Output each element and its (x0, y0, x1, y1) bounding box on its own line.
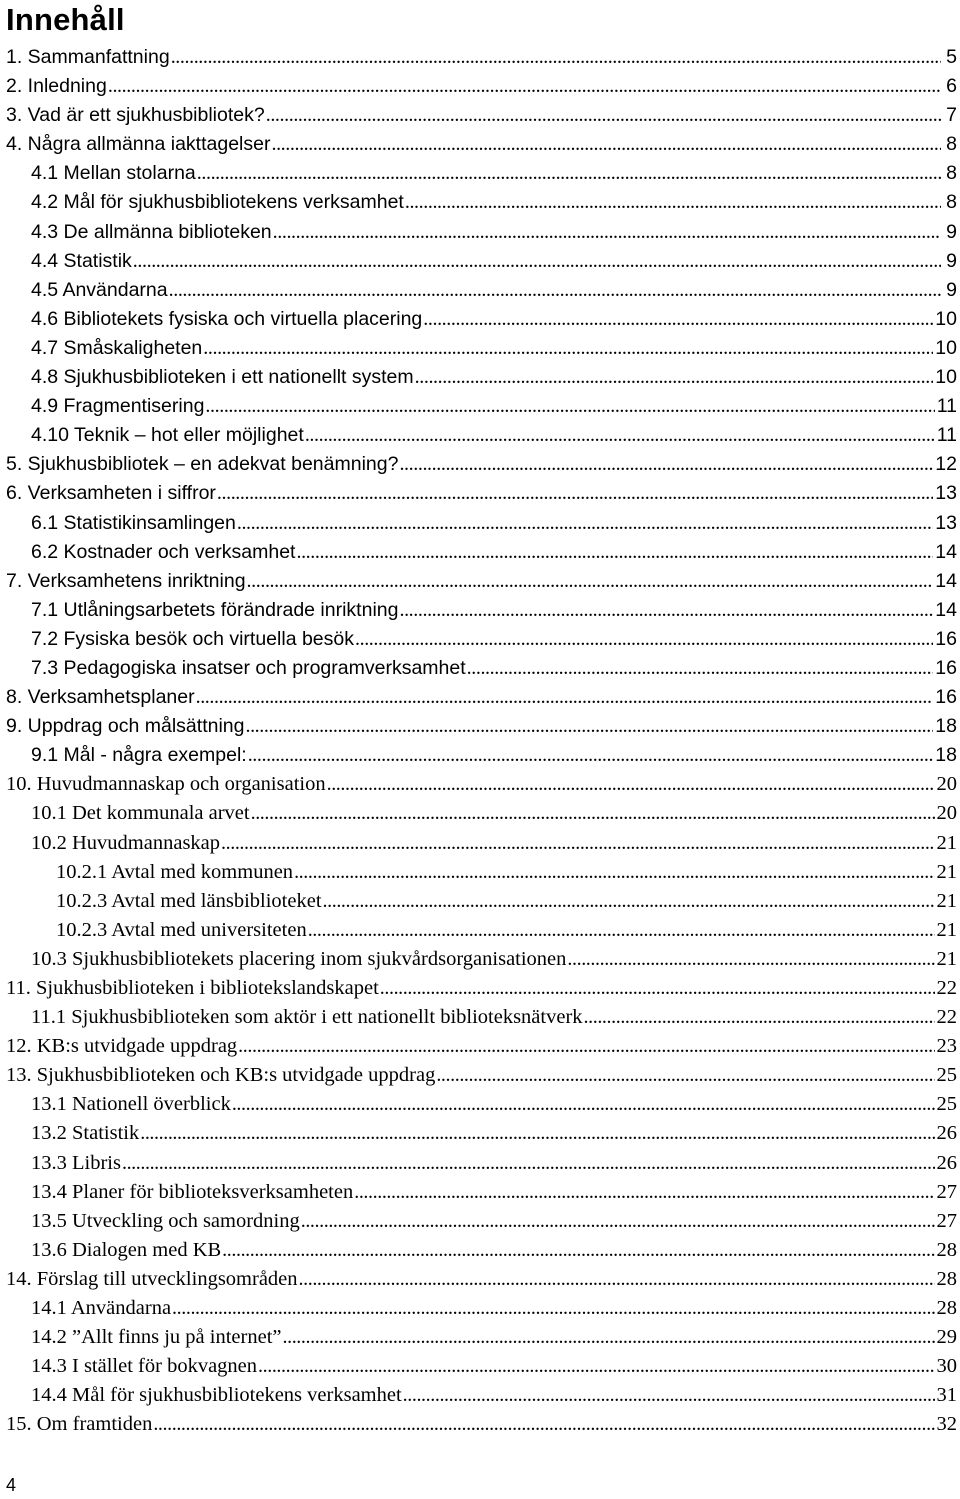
toc-dot-leader (171, 43, 941, 72)
toc-entry-page-number: 6 (946, 75, 957, 98)
toc-dot-leader (380, 974, 935, 1003)
toc-entry-page-number: 16 (935, 686, 957, 709)
toc-dot-leader (273, 218, 941, 247)
toc-entry-title: 11. Sjukhusbiblioteken i bibliotekslandskapet (6, 977, 379, 999)
toc-entry-title: 7. Verksamhetens inriktning (6, 569, 246, 592)
toc-entry[interactable] (0, 101, 960, 130)
toc-entry[interactable] (0, 363, 960, 392)
toc-dot-leader (301, 1207, 935, 1236)
toc-dot-leader (133, 247, 941, 276)
toc-entry[interactable] (0, 188, 960, 217)
toc-entry[interactable] (0, 916, 960, 945)
toc-entry[interactable] (0, 130, 960, 159)
toc-entry-page-number: 25 (936, 1064, 957, 1087)
footer-page-number: 4 (6, 1475, 17, 1495)
toc-entry[interactable] (0, 334, 960, 363)
toc-entry-page-number: 28 (936, 1297, 957, 1320)
toc-entry-title: 10.2.3 Avtal med universiteten (56, 918, 307, 941)
toc-entry[interactable] (0, 858, 960, 887)
toc-entry[interactable] (0, 305, 960, 334)
toc-entry-page-number: 8 (946, 133, 957, 156)
toc-entry-page-number: 21 (936, 860, 957, 883)
toc-entry-page-number: 26 (936, 1151, 957, 1174)
toc-entry[interactable] (0, 509, 960, 538)
toc-entry[interactable] (0, 1323, 960, 1352)
toc-entry[interactable] (0, 1265, 960, 1294)
toc-entry[interactable] (0, 1003, 960, 1032)
toc-dot-leader (305, 421, 935, 450)
toc-dot-leader (196, 683, 934, 712)
toc-entry-title: 4.10 Teknik – hot eller möjlighet (31, 424, 304, 447)
toc-dot-leader (197, 159, 941, 188)
toc-entry[interactable] (0, 1352, 960, 1381)
toc-entry-title: 4.8 Sjukhusbiblioteken i ett nationellt system (31, 366, 414, 389)
toc-entry-title: 10.2.3 Avtal med länsbiblioteket (56, 889, 322, 912)
toc-dot-leader (355, 625, 933, 654)
toc-entry[interactable] (0, 1149, 960, 1178)
toc-entry-page-number: 18 (935, 744, 957, 767)
toc-entry-title: 4.2 Mål för sjukhusbibliotekens verksamhet (31, 191, 404, 214)
toc-dot-leader (415, 363, 934, 392)
toc-dot-leader (584, 1003, 935, 1032)
toc-dot-leader (283, 1323, 935, 1352)
toc-entry-page-number: 16 (935, 627, 957, 650)
toc-dot-leader (403, 1381, 935, 1410)
toc-entry-page-number: 29 (936, 1326, 957, 1349)
toc-entry[interactable] (0, 1178, 960, 1207)
toc-dot-leader (108, 72, 941, 101)
toc-dot-leader (232, 1090, 935, 1119)
toc-entry-page-number: 14 (935, 569, 957, 592)
toc-entry-page-number: 20 (936, 773, 957, 796)
toc-entry-title: 7.3 Pedagogiska insatser och programverksamhet (31, 656, 466, 679)
toc-entry-page-number: 28 (936, 1238, 957, 1261)
toc-entry[interactable] (0, 596, 960, 625)
toc-entry-page-number: 18 (935, 715, 957, 738)
toc-entry[interactable] (0, 247, 960, 276)
toc-dot-leader (248, 741, 934, 770)
toc-dot-leader (323, 887, 935, 916)
toc-dot-leader (299, 1265, 935, 1294)
toc-entry[interactable] (0, 974, 960, 1003)
toc-entry-title: 14.2 ”Allt finns ju på internet” (31, 1326, 282, 1349)
toc-dot-leader (140, 1119, 934, 1148)
toc-entry-page-number: 16 (935, 656, 957, 679)
toc-entry-page-number: 8 (946, 191, 957, 214)
toc-entry-title: 9.1 Mål - några exempel: (31, 744, 247, 767)
toc-entry-title: 13.3 Libris (31, 1151, 121, 1174)
toc-entry-page-number: 27 (936, 1209, 957, 1232)
toc-entry-title: 4.1 Mellan stolarna (31, 162, 196, 185)
toc-entry-title: 6. Verksamheten i siffror (6, 482, 216, 505)
toc-entry-title: 13.4 Planer för biblioteksverksamheten (31, 1180, 354, 1203)
toc-entry-title: 10.2 Huvudmannaskap (31, 831, 221, 854)
toc-entry-title: 4.3 De allmänna biblioteken (31, 220, 272, 243)
toc-entry-page-number: 31 (936, 1384, 957, 1407)
toc-entry-page-number: 11 (936, 424, 957, 447)
toc-entry-page-number: 21 (936, 889, 957, 912)
toc-dot-leader (294, 858, 934, 887)
toc-entry-page-number: 10 (935, 336, 957, 359)
toc-entry-page-number: 21 (936, 947, 957, 970)
toc-entry[interactable] (0, 159, 960, 188)
toc-entry-page-number: 5 (946, 46, 957, 68)
toc-entry-page-number: 13 (935, 511, 957, 534)
toc-entry-title: 10. Huvudmannaskap och organisation (6, 773, 326, 796)
toc-dot-leader (153, 1410, 934, 1439)
toc-entry[interactable] (0, 1294, 960, 1323)
toc-entry-page-number: 9 (946, 249, 957, 272)
toc-entry-page-number: 11 (936, 395, 957, 418)
toc-entry-page-number: 8 (946, 162, 957, 185)
toc-entry-page-number: 30 (936, 1355, 957, 1378)
toc-entry[interactable] (0, 72, 960, 101)
toc-entry-page-number: 21 (936, 918, 957, 941)
toc-entry-title: 11.1 Sjukhusbiblioteken som aktör i ett nationellt biblioteksnätverk (31, 1006, 583, 1029)
toc-entry[interactable] (0, 945, 960, 974)
toc-entry-title: 4.9 Fragmentisering (31, 395, 205, 418)
toc-entry-page-number: 7 (946, 104, 957, 127)
toc-entry[interactable] (0, 887, 960, 916)
toc-entry-page-number: 21 (936, 831, 957, 854)
toc-dot-leader (203, 334, 933, 363)
toc-entry-title: 13. Sjukhusbiblioteken och KB:s utvidgade uppdrag (6, 1064, 436, 1087)
toc-entry-page-number: 12 (935, 453, 957, 476)
toc-entry-title: 7.1 Utlåningsarbetets förändrade inriktning (31, 598, 399, 621)
toc-entry-page-number: 26 (936, 1122, 957, 1145)
toc-dot-leader (237, 509, 933, 538)
toc-entry-page-number: 22 (936, 977, 957, 999)
toc-entry-page-number: 14 (935, 540, 957, 563)
toc-dot-leader (436, 1061, 934, 1090)
toc-entry[interactable] (0, 683, 960, 712)
toc-dot-leader (327, 770, 935, 799)
toc-entry-page-number: 10 (935, 366, 957, 389)
toc-entry-title: 2. Inledning (6, 75, 107, 98)
toc-dot-leader (222, 1236, 934, 1265)
toc-entry[interactable] (0, 218, 960, 247)
toc-entry[interactable] (0, 450, 960, 479)
toc-entry-title: 9. Uppdrag och målsättning (6, 715, 245, 738)
toc-entry-title: 13.6 Dialogen med KB (31, 1238, 222, 1261)
toc-dot-leader (308, 916, 935, 945)
toc-entry[interactable] (0, 1381, 960, 1410)
toc-entry[interactable] (0, 276, 960, 305)
toc-dot-leader (467, 654, 934, 683)
toc-dot-leader (399, 596, 933, 625)
toc-entry[interactable] (0, 1061, 960, 1090)
toc-entry-title: 3. Vad är ett sjukhusbibliotek? (6, 104, 265, 127)
toc-dot-leader (266, 101, 941, 130)
toc-entry-title: 6.2 Kostnader och verksamhet (31, 540, 296, 563)
toc-entry-title: 10.1 Det kommunala arvet (31, 802, 250, 825)
toc-entry[interactable] (0, 1032, 960, 1061)
toc-entry-page-number: 10 (935, 307, 957, 330)
toc-entry-title: 8. Verksamhetsplaner (6, 686, 195, 709)
toc-entry-title: 5. Sjukhusbibliotek – en adekvat benämning? (6, 453, 399, 476)
toc-dot-leader (217, 479, 933, 508)
toc-entry-page-number: 32 (936, 1413, 957, 1436)
toc-entry-title: 12. KB:s utvidgade uppdrag (6, 1035, 238, 1058)
toc-entry[interactable] (0, 625, 960, 654)
toc-entry-title: 15. Om framtiden (6, 1413, 153, 1436)
toc-entry-page-number: 28 (936, 1267, 957, 1290)
toc-entry[interactable] (0, 538, 960, 567)
toc-entry-title: 14.4 Mål för sjukhusbibliotekens verksamhet (31, 1384, 402, 1407)
toc-entry-title: 7.2 Fysiska besök och virtuella besök (31, 627, 354, 650)
toc-dot-leader (247, 567, 934, 596)
toc-dot-leader (169, 276, 941, 305)
toc-dot-leader (122, 1149, 935, 1178)
toc-entry[interactable] (0, 421, 960, 450)
toc-dot-leader (172, 1294, 934, 1323)
toc-entry[interactable] (0, 479, 960, 508)
toc-entry-title: 4. Några allmänna iakttagelser (6, 133, 271, 156)
table-of-contents (0, 43, 960, 1440)
toc-dot-leader (271, 130, 941, 159)
toc-entry-title: 13.5 Utveckling och samordning (31, 1209, 300, 1232)
toc-entry[interactable] (0, 1236, 960, 1265)
toc-entry[interactable] (0, 1410, 960, 1439)
toc-entry-title: 4.6 Bibliotekets fysiska och virtuella placering (31, 307, 423, 330)
toc-entry[interactable] (0, 829, 960, 858)
toc-entry-title: 10.3 Sjukhusbibliotekets placering inom sjukvårdsorganisationen (31, 947, 567, 970)
toc-dot-leader (221, 829, 934, 858)
toc-dot-leader (399, 450, 933, 479)
toc-entry-page-number: 23 (936, 1035, 957, 1058)
toc-dot-leader (405, 188, 941, 217)
toc-dot-leader (238, 1032, 934, 1061)
toc-entry[interactable] (0, 1207, 960, 1236)
toc-entry-title: 10.2.1 Avtal med kommunen (56, 860, 294, 883)
toc-entry[interactable] (0, 43, 960, 72)
toc-entry[interactable] (0, 392, 960, 421)
toc-entry-title: 14. Förslag till utvecklingsområden (6, 1267, 298, 1290)
toc-dot-leader (205, 392, 934, 421)
toc-entry-page-number: 27 (936, 1180, 957, 1203)
toc-entry[interactable] (0, 799, 960, 828)
toc-entry-title: 13.2 Statistik (31, 1122, 140, 1145)
toc-entry[interactable] (0, 1119, 960, 1148)
toc-entry[interactable] (0, 567, 960, 596)
toc-entry-title: 14.1 Användarna (31, 1297, 172, 1320)
toc-dot-leader (258, 1352, 934, 1381)
toc-entry-page-number: 9 (946, 220, 957, 243)
toc-dot-leader (567, 945, 934, 974)
toc-entry-page-number: 14 (935, 598, 957, 621)
toc-entry-title: 1. Sammanfattning (6, 46, 170, 68)
toc-dot-leader (354, 1178, 934, 1207)
toc-entry-title: 4.5 Användarna (31, 278, 168, 301)
toc-entry-title: 13.1 Nationell överblick (31, 1093, 231, 1116)
toc-dot-leader (251, 799, 935, 828)
toc-entry-title: 6.1 Statistikinsamlingen (31, 511, 236, 534)
toc-entry-page-number: 9 (946, 278, 957, 301)
toc-entry-page-number: 25 (936, 1093, 957, 1116)
toc-entry[interactable] (0, 1090, 960, 1119)
toc-entry[interactable] (0, 741, 960, 770)
toc-entry-title: 14.3 I stället för bokvagnen (31, 1355, 258, 1378)
toc-entry[interactable] (0, 770, 960, 799)
toc-entry-title: 4.4 Statistik (31, 249, 132, 272)
toc-entry[interactable] (0, 654, 960, 683)
toc-dot-leader (245, 712, 933, 741)
toc-entry-title: 4.7 Småskaligheten (31, 336, 203, 359)
toc-dot-leader (296, 538, 933, 567)
toc-heading: Innehåll (6, 2, 125, 37)
toc-entry-page-number: 13 (935, 482, 957, 505)
toc-entry[interactable] (0, 712, 960, 741)
toc-entry-page-number: 20 (936, 802, 957, 825)
toc-entry-page-number: 22 (936, 1006, 957, 1029)
toc-dot-leader (423, 305, 933, 334)
